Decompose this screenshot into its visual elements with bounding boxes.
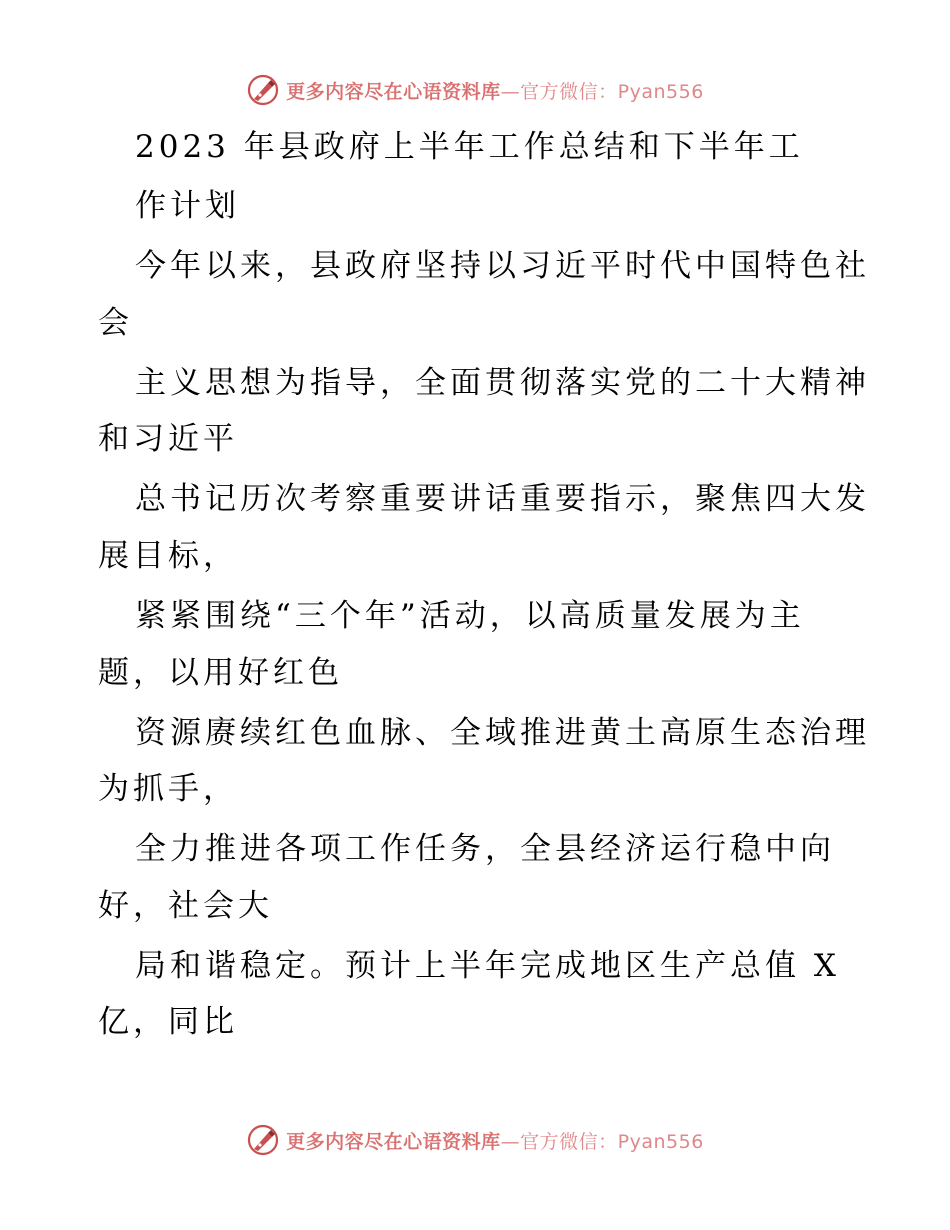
pen-nib-logo-icon <box>246 73 280 107</box>
footer-banner-text <box>286 1127 704 1154</box>
paragraph-line: 和习近平 <box>98 421 238 457</box>
paragraph-line: 展目标， <box>98 538 238 574</box>
footer-banner-brand: 更多内容尽在心语资料库 <box>286 1130 501 1153</box>
document-title-line-1: 2023 年县政府上半年工作总结和下半年工 <box>135 129 804 165</box>
header-banner <box>0 70 950 110</box>
paragraph-line: 局和谐稳定。预计上半年完成地区生产总值 X <box>135 948 840 984</box>
paragraph-line: 为抓手， <box>98 771 238 807</box>
header-banner-text <box>286 77 704 104</box>
header-banner-contact: —官方微信：Pyan556 <box>500 80 704 103</box>
paragraph-line: 好，社会大 <box>98 888 273 924</box>
footer-banner <box>0 1120 950 1160</box>
footer-banner-contact: —官方微信：Pyan556 <box>500 1130 704 1153</box>
pen-nib-logo-icon <box>246 1123 280 1157</box>
paragraph-line: 题，以用好红色 <box>98 655 343 691</box>
paragraph-line: 今年以来，县政府坚持以习近平时代中国特色社 <box>135 248 870 284</box>
paragraph-line: 紧紧围绕“三个年”活动，以高质量发展为主 <box>135 598 805 634</box>
document-title-line-2: 作计划 <box>135 188 240 224</box>
paragraph-line: 会 <box>98 305 133 341</box>
paragraph-line: 亿，同比 <box>98 1004 238 1040</box>
paragraph-line: 全力推进各项工作任务，全县经济运行稳中向 <box>135 831 835 867</box>
paragraph-line: 主义思想为指导，全面贯彻落实党的二十大精神 <box>135 365 870 401</box>
header-banner-brand: 更多内容尽在心语资料库 <box>286 80 501 103</box>
paragraph-line: 资源赓续红色血脉、全域推进黄土高原生态治理 <box>135 715 870 751</box>
paragraph-line: 总书记历次考察重要讲话重要指示，聚焦四大发 <box>135 481 870 517</box>
